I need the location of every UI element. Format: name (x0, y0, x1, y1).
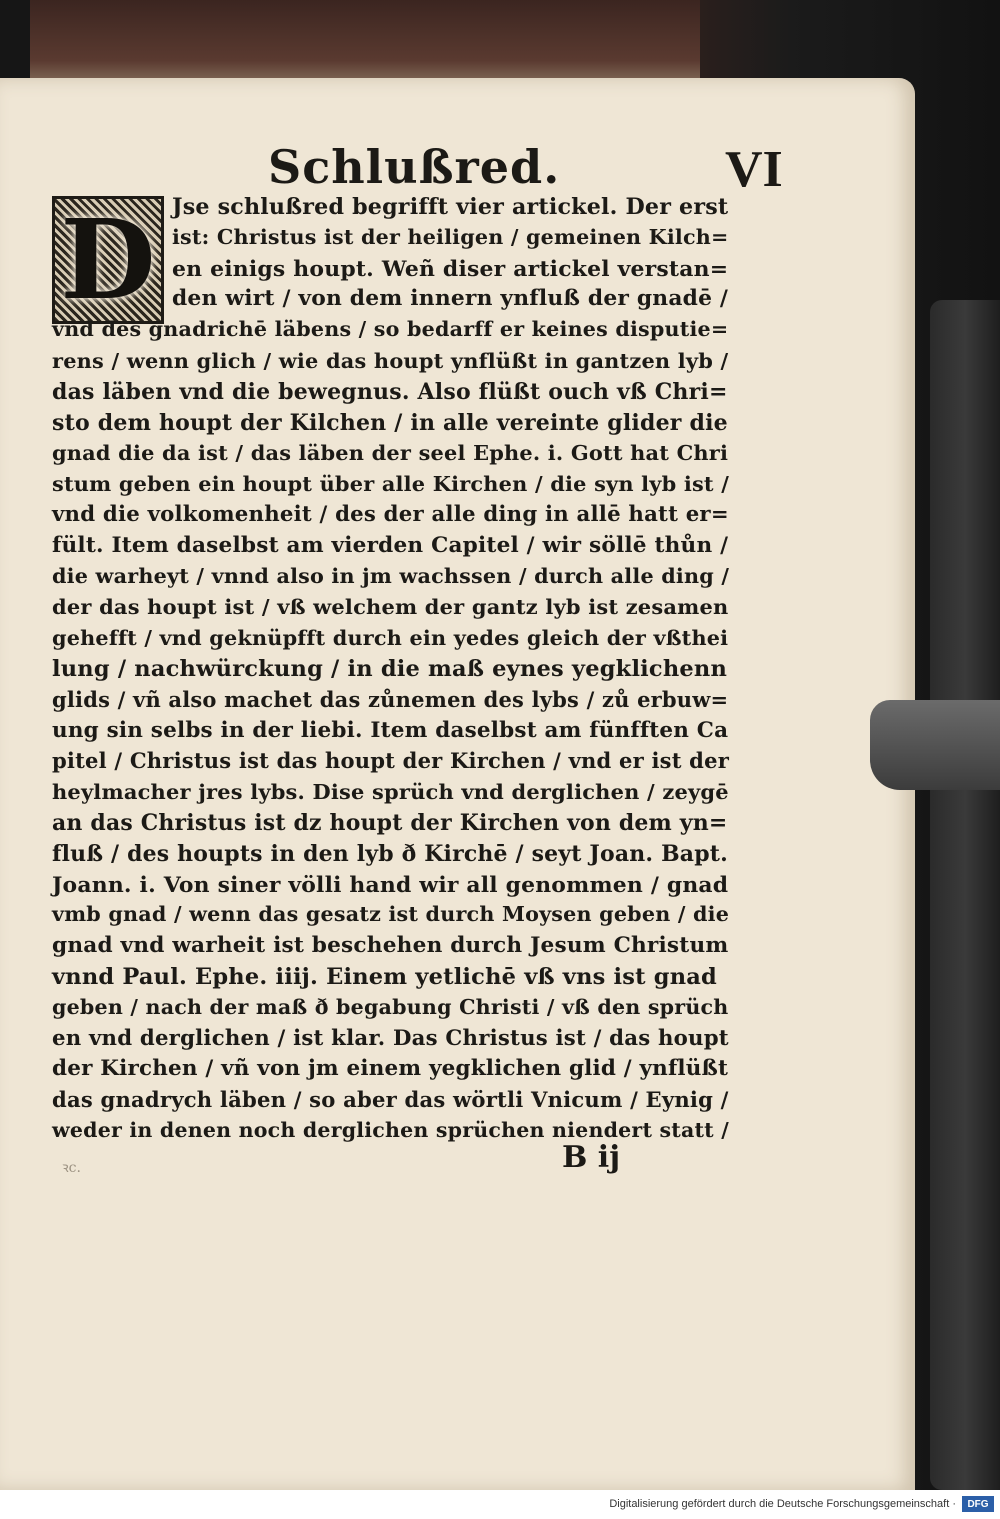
text-line: stum geben ein houpt über alle Kirchen / die syn lyb ist / (52, 471, 730, 497)
text-line: vnd des gnadrichē läbens / so bedarff er keines disputie= (52, 317, 729, 342)
text-line: geben / nach der maß ð begabung Christi / vß den sprüch (52, 994, 729, 1019)
running-head: Schlußred. (268, 140, 561, 194)
text-line: pitel / Christus ist das houpt der Kirchen / vnd er ist der (52, 748, 729, 774)
text-line: fluß / des houpts in den lyb ð Kirchē / seyt Joan. Bapt. (52, 840, 728, 867)
text-line: heylmacher jres lybs. Dise sprüch vnd derglichen / zeygē (52, 779, 729, 805)
text-line: die warheyt / vnnd also in jm wachssen / durch alle ding / (52, 563, 730, 588)
text-line: en vnd derglichen / ist klar. Das Christus ist / das houpt (52, 1025, 729, 1051)
text-line: gehefft / vnd geknüpfft durch ein yedes gleich der vßthei (52, 625, 729, 651)
text-line: gnad vnd warheit ist beschehen durch Jesum Christum (52, 933, 729, 959)
signature-mark: B ij (562, 1140, 621, 1175)
funding-credit: Digitalisierung gefördert durch die Deutsche Forschungsgemeinschaft · (609, 1498, 956, 1510)
text-line: Jse schlußred begrifft vier artickel. Der erst (172, 194, 729, 220)
clamp-arm (870, 700, 1000, 790)
text-line: vnnd Paul. Ephe. iiij. Einem yetlichē vß vns ist gnad (52, 964, 717, 990)
initial-letter: D (60, 195, 156, 324)
text-line: der das houpt ist / vß welchem der gantz lyb ist zesamen (52, 594, 729, 620)
text-line: der Kirchen / vñ von jm einem yegklichen glid / ynflüßt (52, 1056, 729, 1082)
text-line: Joann. i. Von siner völli hand wir all genommen / gnad (52, 871, 729, 898)
text-line: glids / vñ also machet das zůnemen des lybs / zů erbuw= (52, 686, 729, 712)
text-line: sto dem houpt der Kilchen / in alle vereinte glider die (52, 409, 728, 436)
text-line: fült. Item daselbst am vierden Capitel / wir söllē thůn / (52, 532, 729, 558)
marginal-note: ꝛc. (62, 1160, 81, 1176)
text-line: ung sin selbs in der liebi. Item daselbst am fünfften Ca (52, 717, 729, 743)
text-line: an das Christus ist dz houpt der Kirchen von dem yn= (52, 810, 728, 836)
text-line: gnad die da ist / das läben der seel Ephe. i. Gott hat Chri (52, 440, 729, 466)
text-line: vnd die volkomenheit / des der alle ding in allē hatt er= (52, 502, 729, 527)
text-line: vmb gnad / wenn das gesatz ist durch Moysen geben / die (52, 902, 730, 927)
text-line: en einigs houpt. Weñ diser artickel verstan= (172, 255, 729, 282)
folio-number: VI (725, 141, 783, 198)
digitization-footer (0, 1490, 1000, 1519)
text-line: ist: Christus ist der heiligen / gemeinen Kilch= (172, 224, 729, 249)
text-line: lung / nachwürckung / in die maß eynes yegklichenn (52, 656, 728, 682)
text-line: weder in denen noch derglichen sprüchen niendert statt / (52, 1118, 729, 1142)
text-line: den wirt / von dem innern ynfluß der gnadē / (172, 286, 729, 312)
text-line: rens / wenn glich / wie das houpt ynflüßt in gantzen lyb / (52, 348, 729, 373)
text-line: das läben vnd die bewegnus. Also flüßt ouch vß Chri= (52, 378, 728, 405)
decorated-initial (52, 196, 164, 324)
text-line: das gnadrych läben / so aber das wörtli Vnicum / Eynig / (52, 1087, 729, 1113)
scanner-clamp (930, 300, 1000, 1490)
dfg-logo-icon: DFG (962, 1496, 994, 1512)
